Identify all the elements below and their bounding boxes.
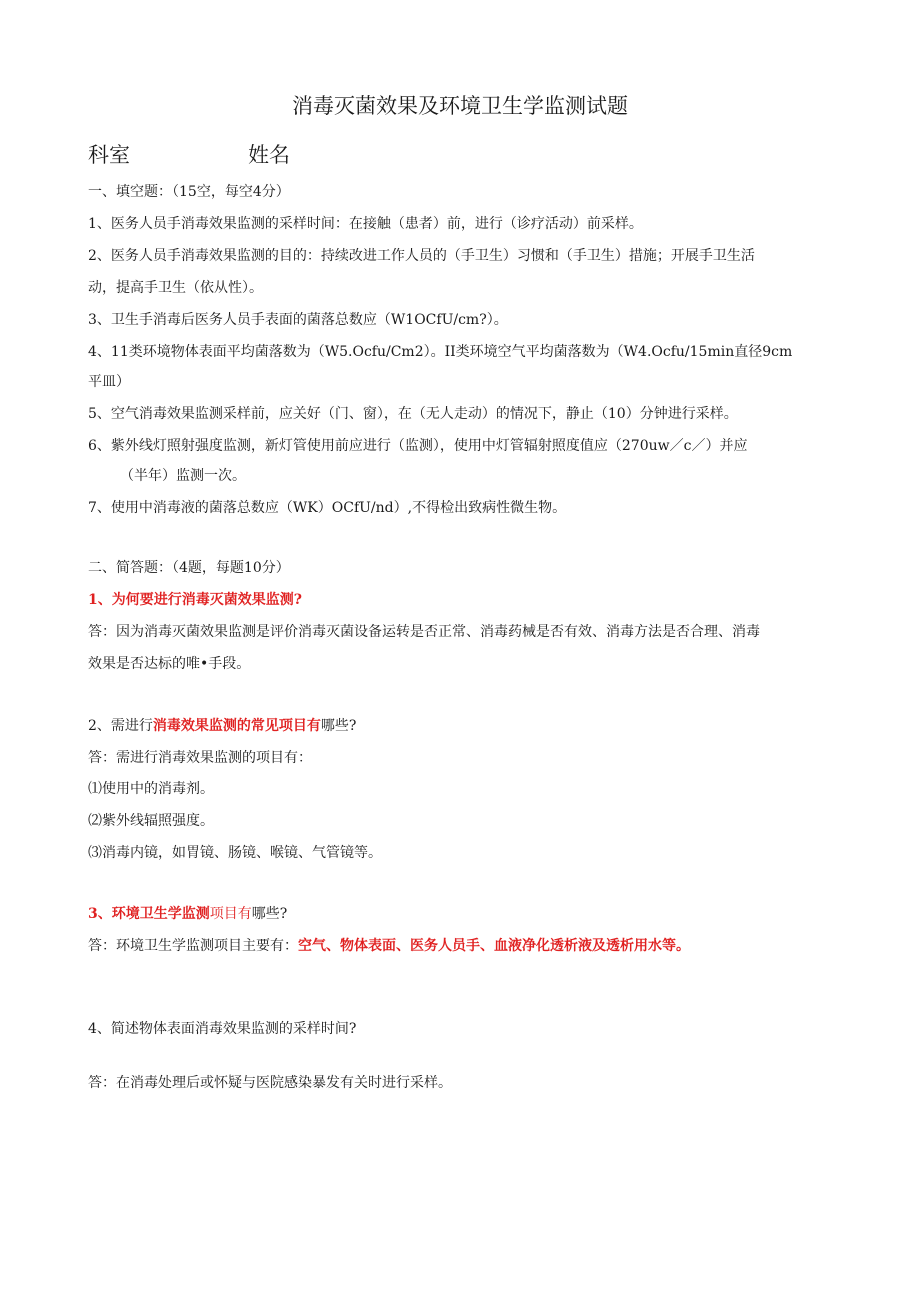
fill-q3: 3、卫生手消毒后医务人员手表面的菌落总数应（W1OCfU/cm?）。	[88, 312, 508, 328]
short-q2-item-2: ⑵紫外线辐照强度。	[88, 813, 214, 829]
fill-q2-line2: 动，提高手卫生（依从性）。	[88, 280, 263, 296]
short-q3-answer-red: 空气、物体表面、医务人员手、血液净化透析液及透析用水等。	[298, 938, 690, 954]
fill-q4-line1: 4、11类环境物体表面平均菌落数为（W5.Ocfu/Cm2）。II类环境空气平均菌落数为（W4.Ocfu/15min直径9cm	[88, 344, 793, 360]
short-q2-item-1: ⑴使用中的消毒剂。	[88, 781, 214, 797]
short-q1-question: 为何要进行消毒灭菌效果监测?	[111, 592, 302, 608]
short-q2-item-3: ⑶消毒内镜，如胃镜、肠镜、喉镜、气管镜等。	[88, 845, 382, 861]
fill-q5: 5、空气消毒效果监测采样前，应关好（门、窗），在（无人走动）的情况下，静止（10）分钟进行采样。	[88, 406, 738, 422]
fill-q4-line2: 平皿）	[88, 374, 130, 390]
short-q4: 4、简述物体表面消毒效果监测的采样时间?	[88, 1021, 357, 1037]
fill-q6-line1: 6、紫外线灯照射强度监测，新灯管使用前应进行（监测），使用中灯管辐射照度值应（270uw／c／）并应	[88, 438, 748, 454]
short-q1	[88, 590, 302, 610]
short-q1-answer-line2: 效果是否达标的唯•手段。	[88, 656, 251, 672]
fill-q6-line2: （半年）监测一次。	[120, 468, 246, 484]
short-q3-answer-pre: 答：环境卫生学监测项目主要有：	[88, 938, 298, 954]
short-q3	[88, 904, 287, 924]
short-q1-num: 1、	[88, 592, 112, 608]
section1-heading: 一、填空题：（15空，每空4分）	[88, 184, 290, 200]
fill-q2-line1: 2、医务人员手消毒效果监测的目的：持续改进工作人员的（手卫生）习惯和（手卫生）措施；开展手卫生活	[88, 248, 755, 264]
fill-q1: 1、医务人员手消毒效果监测的采样时间：在接触（患者）前，进行（诊疗活动）前采样。	[88, 216, 643, 232]
short-q2-post: 哪些?	[320, 718, 357, 734]
short-q2-red: 消毒效果监测的常见项目有	[152, 718, 321, 734]
short-q2	[88, 716, 356, 736]
page-title: 消毒灭菌效果及环境卫生学监测试题	[292, 94, 628, 118]
short-q2-answer: 答：需进行消毒效果监测的项目有：	[88, 750, 312, 766]
short-q3-answer	[88, 936, 690, 956]
name-label: 姓名	[248, 143, 290, 167]
section2-heading: 二、简答题：（4题，每题10分）	[88, 560, 290, 576]
short-q3-post: 哪些?	[251, 906, 288, 922]
short-q2-pre: 2、需进行	[88, 718, 153, 734]
fill-q7: 7、使用中消毒液的菌落总数应（WK）OCfU/nd）,不得检出致病性微生物。	[88, 500, 567, 516]
short-q4-answer: 答：在消毒处理后或怀疑与医院感染暴发有关时进行采样。	[88, 1075, 452, 1091]
short-q3-red: 环境卫生学监测	[111, 906, 210, 922]
dept-label: 科室	[88, 143, 130, 167]
short-q3-num: 3、	[88, 906, 112, 922]
short-q1-answer-line1: 答：因为消毒灭菌效果监测是评价消毒灭菌设备运转是否正常、消毒药械是否有效、消毒方法是否合理、消毒	[88, 624, 760, 640]
short-q3-red2: 项目有	[209, 906, 252, 922]
